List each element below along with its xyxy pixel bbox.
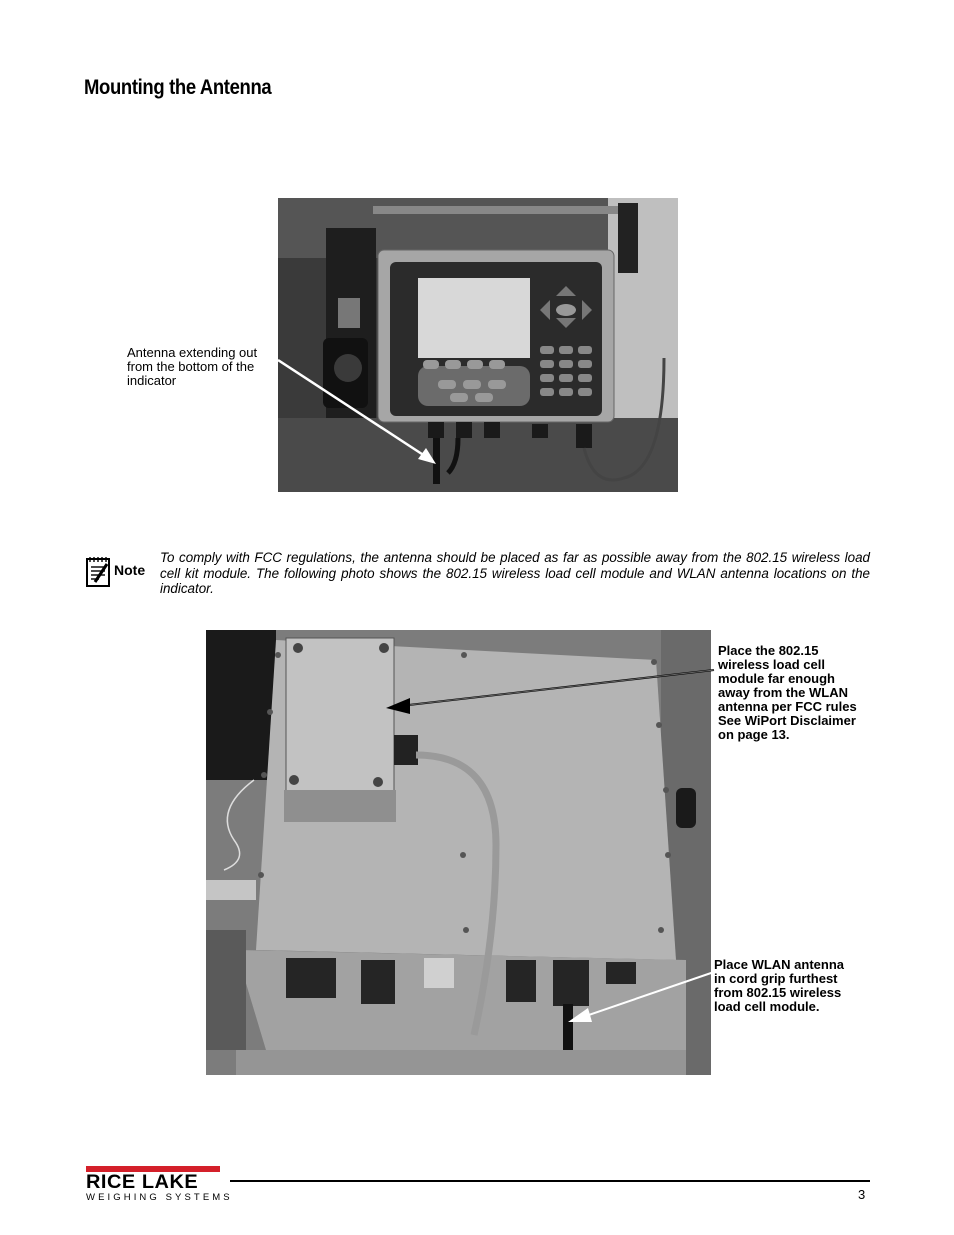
page-title: Mounting the Antenna <box>84 76 272 99</box>
note-text: To comply with FCC regulations, the antenna should be placed as far as possible away from the 802.15 wireless load cell kit module. The following photo shows the 802.15 wireless load cell module and WLAN antenna locations on the indicator. <box>160 550 870 596</box>
notepad-icon <box>85 556 111 588</box>
module-arrowhead <box>386 698 410 714</box>
footer-rule <box>230 1180 870 1182</box>
antenna-arrowhead <box>568 1008 592 1022</box>
page-number: 3 <box>858 1187 866 1202</box>
antenna-callout: Place WLAN antenna in cord grip furthest from 802.15 wireless load cell module. <box>714 957 845 1014</box>
logo-main: RICE LAKE <box>86 1172 199 1193</box>
indicator-photo <box>278 198 678 492</box>
figure1-callout: Antenna extending out from the bottom of the indicator <box>127 345 258 388</box>
indicator-photo-drawing <box>278 198 678 492</box>
callout-arrows <box>380 660 720 1030</box>
note-label: Note <box>114 562 146 578</box>
module-callout: Place the 802.15 wireless load cell module far enough away from the WLAN antenna per FCC rules See WiPort Disclaimer on page 13. <box>718 643 857 742</box>
logo-sub: WEIGHING SYSTEMS <box>86 1192 233 1203</box>
